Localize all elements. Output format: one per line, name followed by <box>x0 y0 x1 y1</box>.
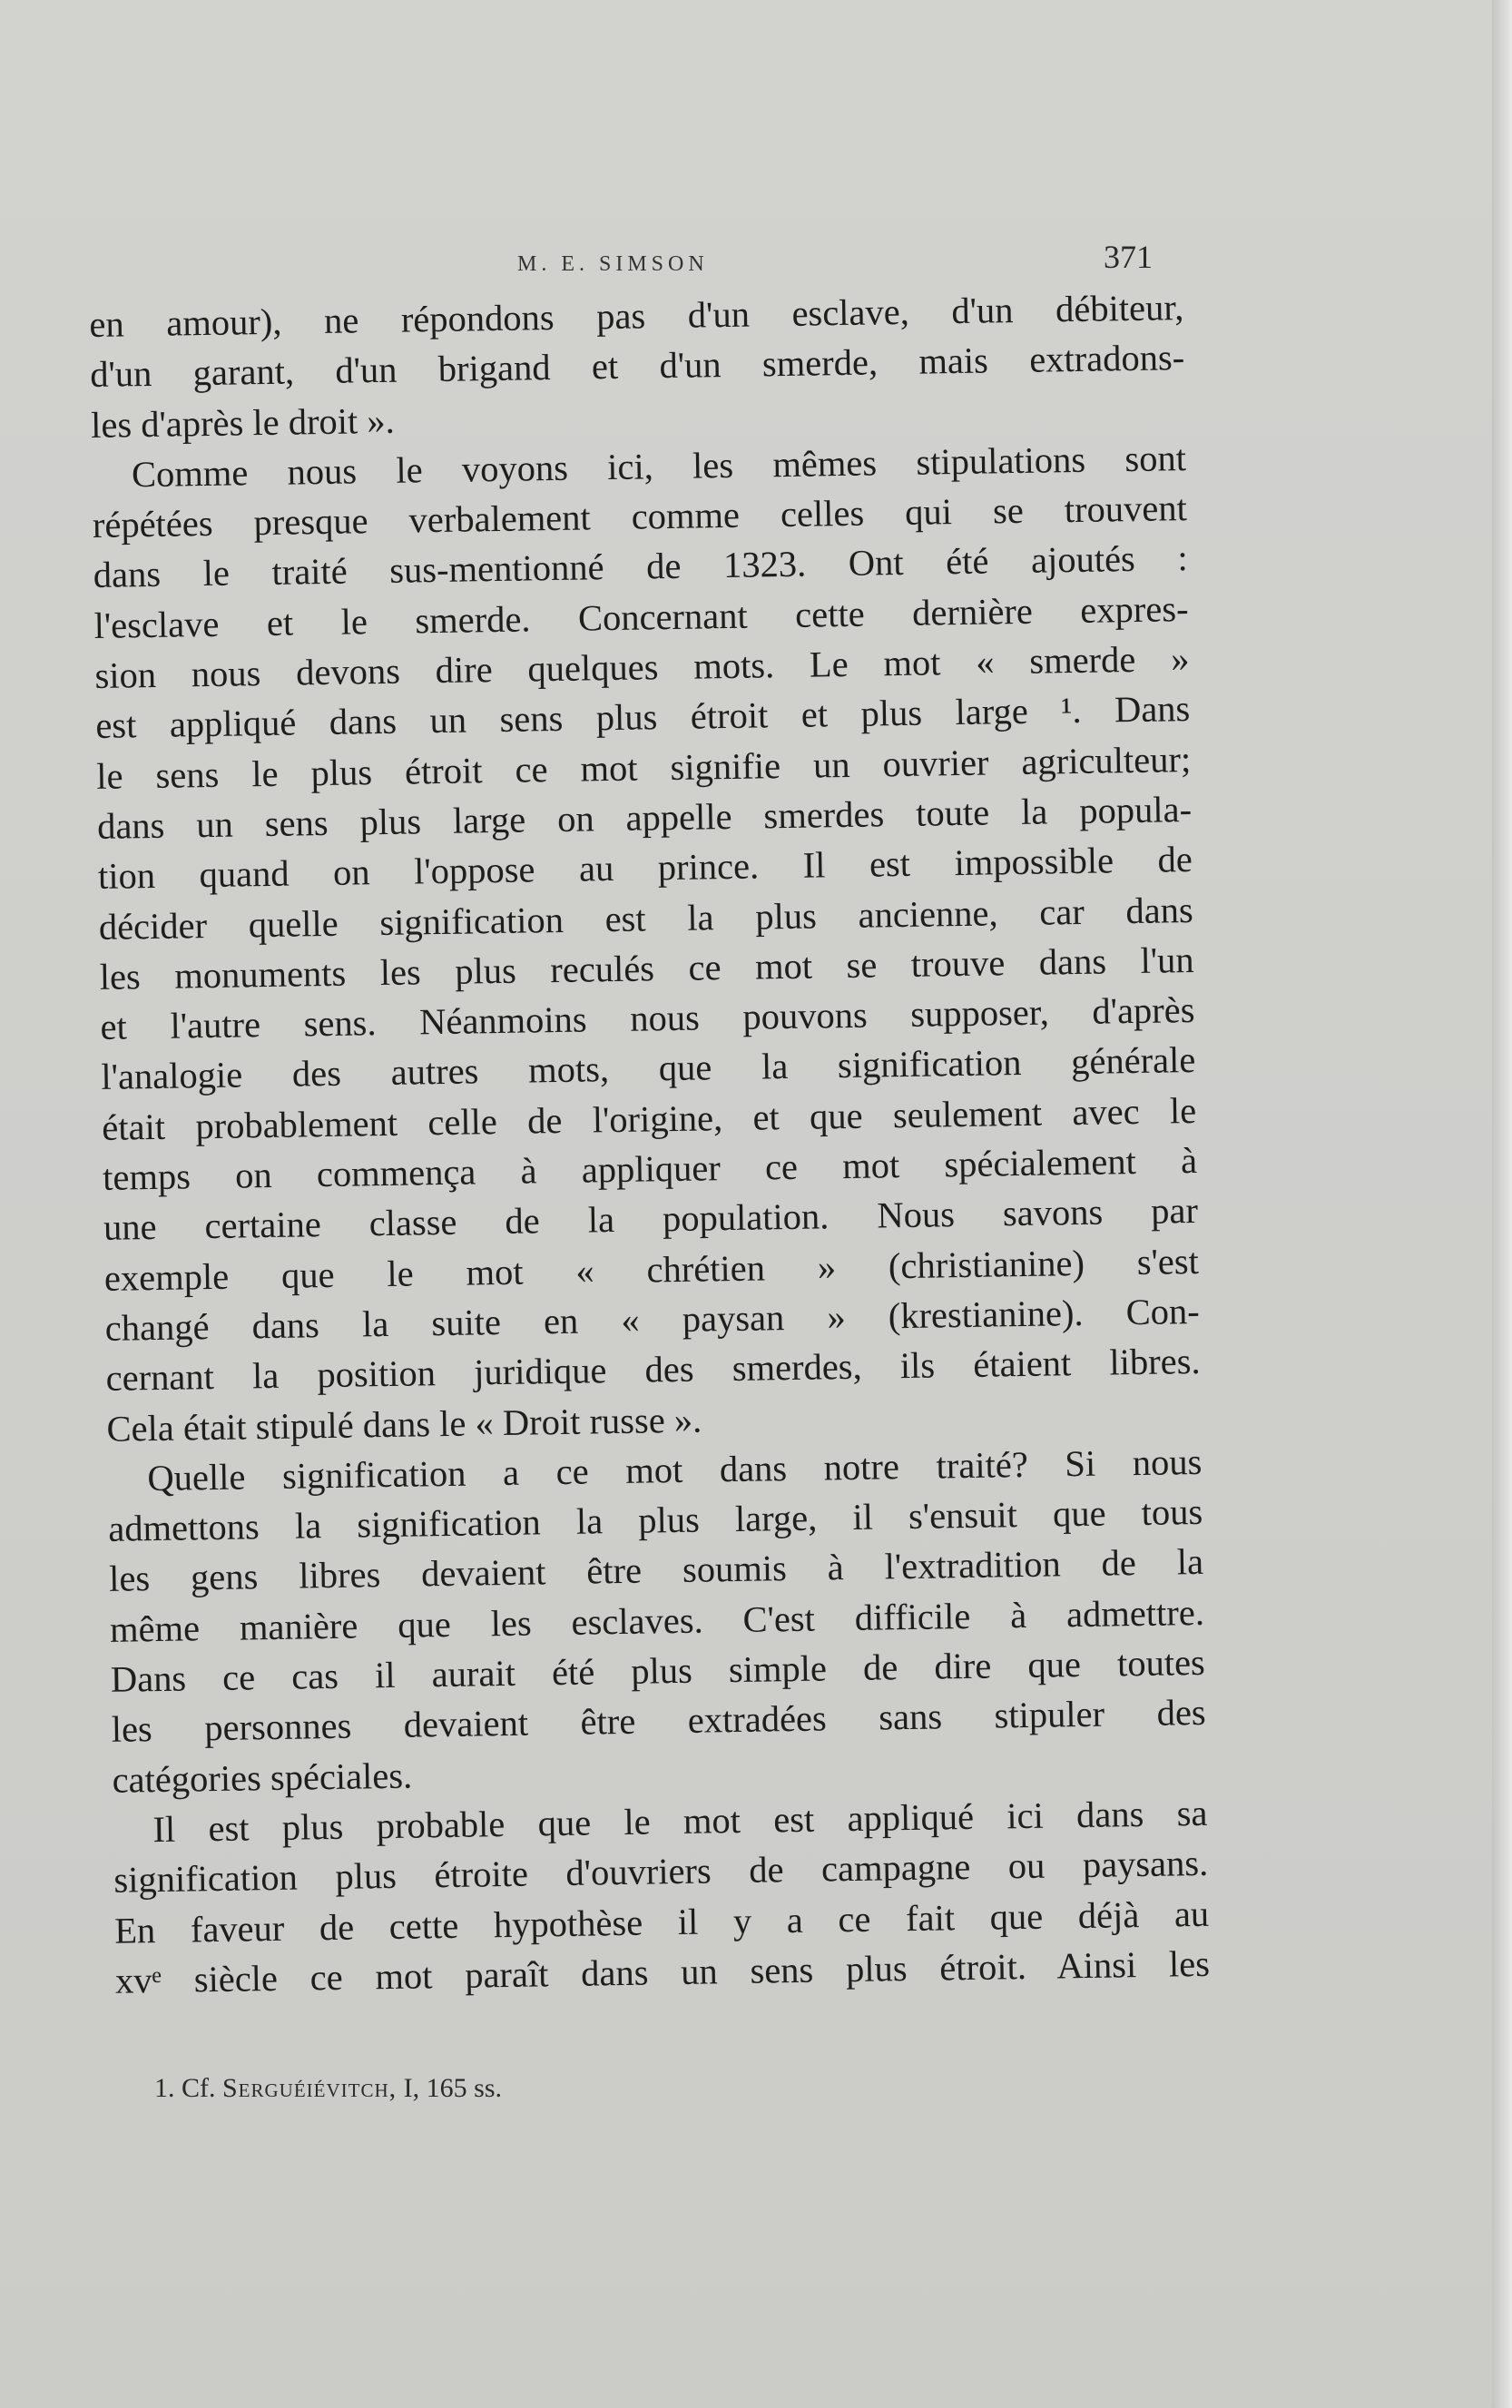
text-line: le sens le plus étroit ce mot signifie un ouvrier agriculteur; <box>95 738 1192 797</box>
text-line: les gens libres devaient être soumis à l'extradition de la <box>108 1541 1204 1600</box>
text-line: et l'autre sens. Néanmoins nous pouvons supposer, d'après <box>100 989 1195 1048</box>
page-number: 371 <box>1104 239 1153 275</box>
text-line: l'esclave et le smerde. Concernant cette dernière expres- <box>93 587 1189 646</box>
text-line: décider quelle signification est la plus ancienne, car dans <box>98 889 1194 948</box>
text-line: Comme nous le voyons ici, les mêmes stipulations sont <box>131 437 1187 496</box>
text-line: admettons la signification la plus large, il s'ensuit que tous <box>107 1491 1203 1549</box>
text-line: les monuments les plus reculés ce mot se trouve dans l'un <box>99 939 1194 998</box>
text-line: xvᵉ siècle ce mot paraît dans un sens plus étroit. Ainsi les <box>114 1942 1211 2001</box>
footnote <box>154 2073 502 2104</box>
text-line: Quelle signification a ce mot dans notre traité? Si nous <box>147 1440 1203 1499</box>
text-line: En faveur de cette hypothèse il y a ce fait que déjà au <box>113 1892 1210 1951</box>
text-line: d'un garant, d'un brigand et d'un smerde, mais extradons- <box>89 337 1185 396</box>
text-line: les personnes devaient être extradées sans stipuler des <box>111 1692 1206 1751</box>
text-line: Cela était stipulé dans le « Droit russe ». <box>106 1399 702 1450</box>
text-line: même manière que les esclaves. C'est difficile à admettre. <box>109 1591 1205 1650</box>
text-line: catégories spéciales. <box>112 1754 413 1801</box>
footnote-reference: I, 165 ss. <box>403 2073 503 2103</box>
text-line: était probablement celle de l'origine, et que seulement avec le <box>101 1089 1197 1148</box>
text-line: tion quand on l'oppose au prince. Il est impossible de <box>97 839 1193 898</box>
footnote-number: 1. Cf. <box>154 2073 216 2103</box>
running-head: M. E. SIMSON <box>517 252 709 276</box>
text-line: l'analogie des autres mots, que la signification générale <box>101 1039 1196 1098</box>
page-header <box>109 238 1153 283</box>
text-line: exemple que le mot « chrétien » (christianine) s'est <box>103 1240 1200 1299</box>
text-line: temps on commença à appliquer ce mot spécialement à <box>102 1139 1198 1198</box>
text-line: changé dans la suite en « paysan » (krestianine). Con- <box>104 1290 1201 1349</box>
text-line: répétées presque verbalement comme celles qui se trouvent <box>92 487 1188 546</box>
text-line: une certaine classe de la population. Nous savons par <box>103 1190 1199 1249</box>
text-line: les d'après le droit ». <box>90 399 396 446</box>
text-line: en amour), ne répondons pas d'un esclave, d'un débiteur, <box>89 287 1184 345</box>
text-line: Il est plus probable que le mot est appliqué ici dans sa <box>152 1792 1208 1851</box>
text-line: dans le traité sus-mentionné de 1323. Ont été ajoutés : <box>93 537 1188 596</box>
text-line: sion nous devons dire quelques mots. Le mot « smerde » <box>94 638 1190 697</box>
text-line: est appliqué dans un sens plus étroit et plus large ¹. Dans <box>95 688 1191 747</box>
footnote-author: Serguéiévitch, <box>222 2073 398 2103</box>
text-line: dans un sens plus large on appelle smerdes toute la popula- <box>96 788 1193 847</box>
text-line: Dans ce cas il aurait été plus simple de dire que toutes <box>110 1641 1206 1700</box>
body-text <box>89 282 1210 2006</box>
text-line: signification plus étroite d'ouvriers de campagne ou paysans. <box>113 1843 1209 1901</box>
text-line: cernant la position juridique des smerdes, ils étaient libres. <box>105 1341 1201 1400</box>
page-edge <box>1492 0 1512 2408</box>
